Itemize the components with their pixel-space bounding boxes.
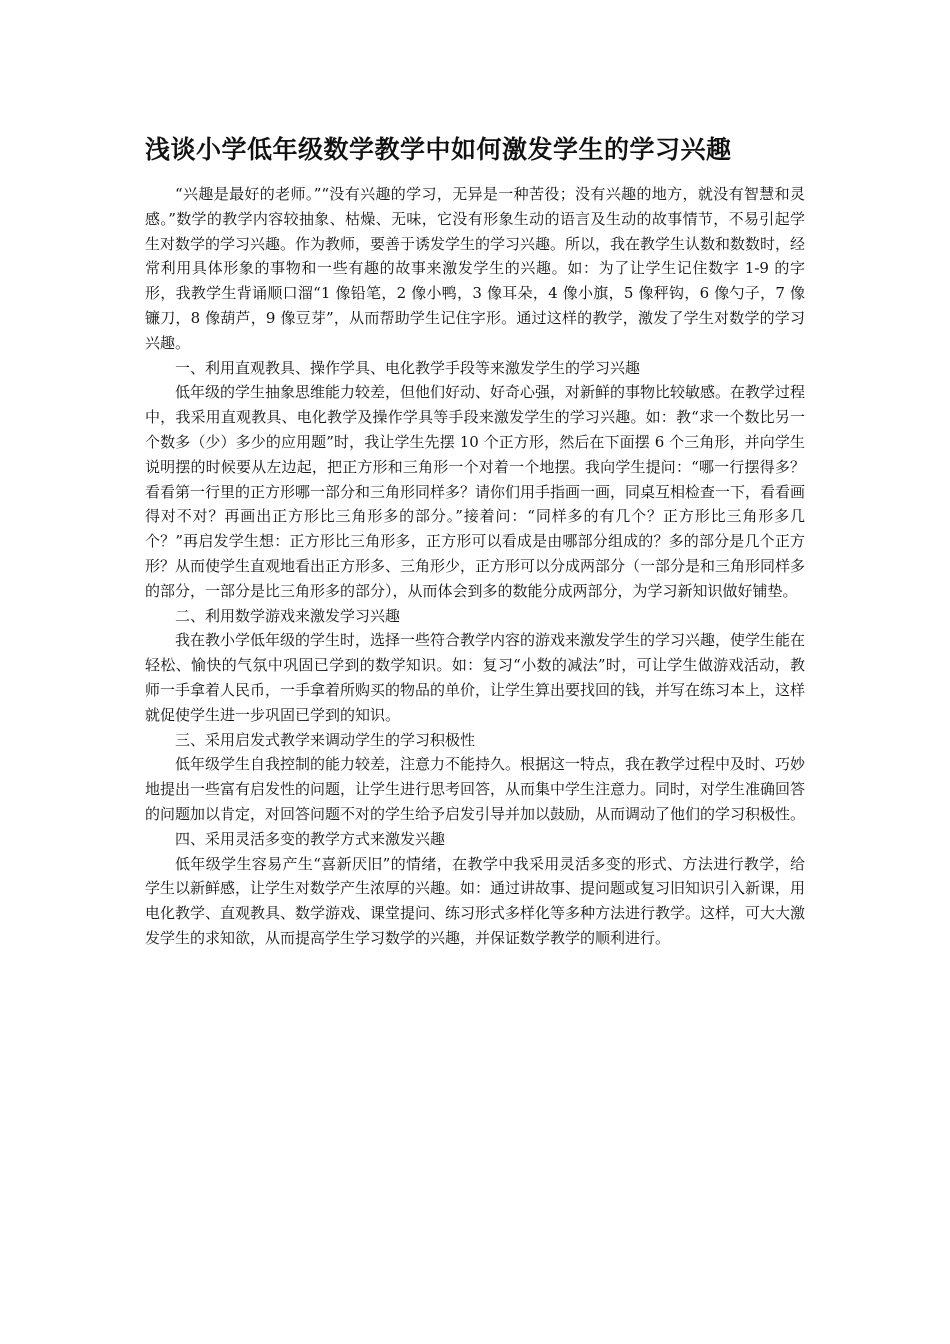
section-body-2: 我在教小学低年级的学生时，选择一些符合教学内容的游戏来激发学生的学习兴趣，使学生能在轻松、愉快的气氛中巩固已学到的数学知识。如：复习“小数的减法”时，可让学生做游戏活动，教师一手拿着人民币，一手拿着所购买的物品的单价，让学生算出要找回的钱，并写在练习本上，这样就促使学生进一步巩固已学到的知识。 [145, 631, 806, 724]
section-body-1: 低年级的学生抽象思维能力较差，但他们好动、好奇心强，对新鲜的事物比较敏感。在教学过程中，我采用直观教具、电化教学及操作学具等手段来激发学生的学习兴趣。如：教“求一个数比另一个数多（少）多少的应用题”时，我让学生先摆 10 个正方形，然后在下面摆 6 个三角形，并向学生说明摆的时候要从左边起，把正方形和三角形一个对着一个地摆。我向学生提问：“哪一行摆得多？看看第一行里的正方形哪一部分和三角形同样多？请你们用手指画一画，同桌互相检查一下，看看画得对不对？再画出正方形比三角形多的部分。”接着问：“同样多的有几个？正方形比三角形多几个？”再启发学生想：正方形比三角形多，正方形可以看成是由哪部分组成的？多的部分是几个正方形？从而使学生直观地看出正方形多、三角形少，正方形可以分成两部分（一部分是和三角形同样多的部分，一部分是比三角形多的部分），从而体会到多的数能分成两部分，为学习新知识做好铺垫。 [145, 383, 806, 600]
section-heading-2: 二、利用数学游戏来激发学习兴趣 [175, 606, 401, 625]
section-body-3: 低年级学生自我控制的能力较差，注意力不能持久。根据这一特点，我在教学过程中及时、巧妙地提出一些富有启发性的问题，让学生进行思考回答，从而集中学生注意力。同时，对学生准确回答的问题加以肯定，对回答问题不对的学生给予启发引导并加以鼓励，从而调动了他们的学习积极性。 [145, 755, 806, 823]
intro-paragraph: “兴趣是最好的老师。”“没有兴趣的学习，无异是一种苦役；没有兴趣的地方，就没有智慧和灵感。”数学的教学内容较抽象、枯燥、无味，它没有形象生动的语言及生动的故事情节，不易引起学生对数学的学习兴趣。作为教师，要善于诱发学生的学习兴趣。所以，我在教学生认数和数数时，经常利用具体形象的事物和一些有趣的故事来激发学生的兴趣。如：为了让学生记住数字 1-9 的字形，我教学生背诵顺口溜“1 像铅笔，2 像小鸭，3 像耳朵，4 像小旗，5 像秤钩，6 像勺子，7 像镰刀，8 像葫芦，9 像豆芽”，从而帮助学生记住字形。通过这样的教学，激发了学生对数学的学习兴趣。 [145, 185, 806, 352]
document-page [145, 130, 805, 951]
section-heading-3: 三、采用启发式教学来调动学生的学习积极性 [175, 730, 476, 749]
section-heading-4: 四、采用灵活多变的教学方式来激发兴趣 [175, 829, 446, 848]
section-heading-1: 一、利用直观教具、操作学具、电化教学手段等来激发学生的学习兴趣 [175, 358, 641, 377]
document-title: 浅谈小学低年级数学教学中如何激发学生的学习兴趣 [145, 135, 732, 164]
section-body-4: 低年级学生容易产生“喜新厌旧”的情绪，在教学中我采用灵活多变的形式、方法进行教学，给学生以新鲜感，让学生对数学产生浓厚的兴趣。如：通过讲故事、提问题或复习旧知识引入新课，用电化教学、直观教具、数学游戏、课堂提问、练习形式多样化等多种方法进行教学。这样，可大大激发学生的求知欲，从而提高学生学习数学的兴趣，并保证数学教学的顺利进行。 [145, 854, 806, 947]
